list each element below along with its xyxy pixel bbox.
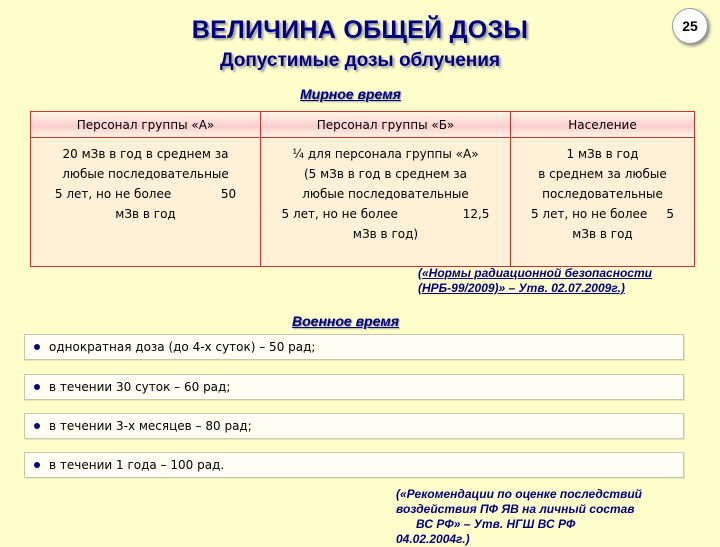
column-header-group-b: Персонал группы «Б» — [261, 112, 511, 138]
list-item-text: однократная доза (до 4-х суток) – 50 рад; — [49, 340, 316, 354]
list-item — [24, 334, 684, 360]
table-row — [31, 138, 695, 267]
bullet-icon — [34, 423, 40, 429]
cell-text-population: 1 мЗв в год в среднем за любые последовательные 5 лет, но не более 5 мЗв в год — [530, 147, 675, 241]
table-header-row — [31, 112, 695, 138]
list-item-text: в течении 30 суток – 60 рад; — [49, 380, 231, 394]
peacetime-source-note: («Нормы радиационной безопасности (НРБ-99/2009)» – Утв. 02.07.2009г.) — [418, 266, 652, 295]
table-cell-group-a — [31, 138, 261, 267]
bullet-icon — [34, 384, 40, 390]
list-item — [24, 374, 684, 400]
wartime-source-note: («Рекомендации по оценке последствий воздействия ПФ ЯВ на личный состав ВС РФ» – Утв. НГШ ВС РФ 04.02.2004г.) — [396, 487, 642, 546]
table-cell-group-b — [261, 138, 511, 267]
table-cell-population — [511, 138, 695, 267]
column-header-group-a: Персонал группы «А» — [31, 112, 261, 138]
list-item — [24, 413, 684, 439]
list-item — [24, 452, 684, 478]
wartime-heading: Военное время — [292, 313, 399, 329]
cell-text-group-a: 20 мЗв в год в среднем за любые последовательные 5 лет, но не более 50 мЗв в год — [54, 147, 237, 221]
cell-text-group-b: ¼ для персонала группы «А» (5 мЗв в год в среднем за любые последовательные 5 лет, но не более 12,5 мЗв в год) — [281, 147, 490, 241]
dose-limits-table — [30, 111, 695, 267]
list-item-text: в течении 3-х месяцев – 80 рад; — [49, 419, 252, 433]
bullet-icon — [34, 462, 40, 468]
page-title: ВЕЛИЧИНА ОБЩЕЙ ДОЗЫ — [191, 16, 529, 44]
page-subtitle: Допустимые дозы облучения — [219, 50, 501, 71]
column-header-population: Население — [511, 112, 695, 138]
slide-number-badge: 25 — [672, 8, 708, 44]
peacetime-heading: Мирное время — [300, 86, 401, 102]
bullet-icon — [34, 344, 40, 350]
list-item-text: в течении 1 года – 100 рад. — [49, 458, 225, 472]
